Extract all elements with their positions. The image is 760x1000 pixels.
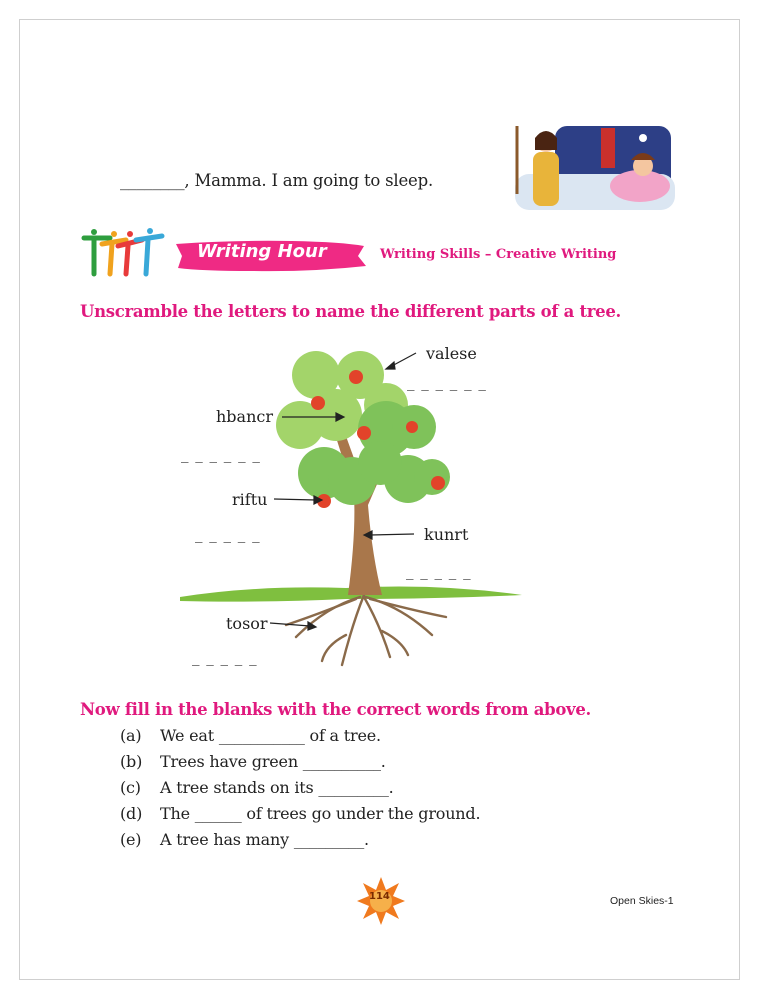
blank-trunk: _ _ _ _ _ [406,562,472,580]
label-fruit: riftu [232,490,268,509]
list-item: (e) A tree has many _________. [120,830,369,849]
blank-fruit: _ _ _ _ _ [195,525,261,543]
list-item: (d) The ______ of trees go under the ground. [120,804,481,823]
page-number: 114 [369,891,390,902]
blank-roots: _ _ _ _ _ [192,648,258,666]
exercise2-instruction: Now fill in the blanks with the correct words from above. [80,700,591,719]
section-subtitle: Writing Skills – Creative Writing [380,247,617,262]
list-item: (c) A tree stands on its _________. [120,778,394,797]
greeting-line: ________, Mamma. I am going to sleep. [120,171,434,190]
blank-branch: _ _ _ _ _ _ [181,445,261,463]
list-item: (a) We eat ___________ of a tree. [120,726,381,745]
book-title: Open Skies-1 [610,895,674,907]
label-roots: tosor [226,614,268,633]
children-logo-icon [80,228,166,278]
label-leaves: valese [426,344,477,363]
banner-title: Writing Hour [197,241,327,262]
exercise1-instruction: Unscramble the letters to name the different parts of a tree. [80,302,621,321]
list-item: (b) Trees have green __________. [120,752,386,771]
blank-leaves: _ _ _ _ _ _ [407,373,487,391]
bedtime-illustration [515,124,675,210]
label-branch: hbancr [216,407,273,426]
label-trunk: kunrt [424,525,469,544]
